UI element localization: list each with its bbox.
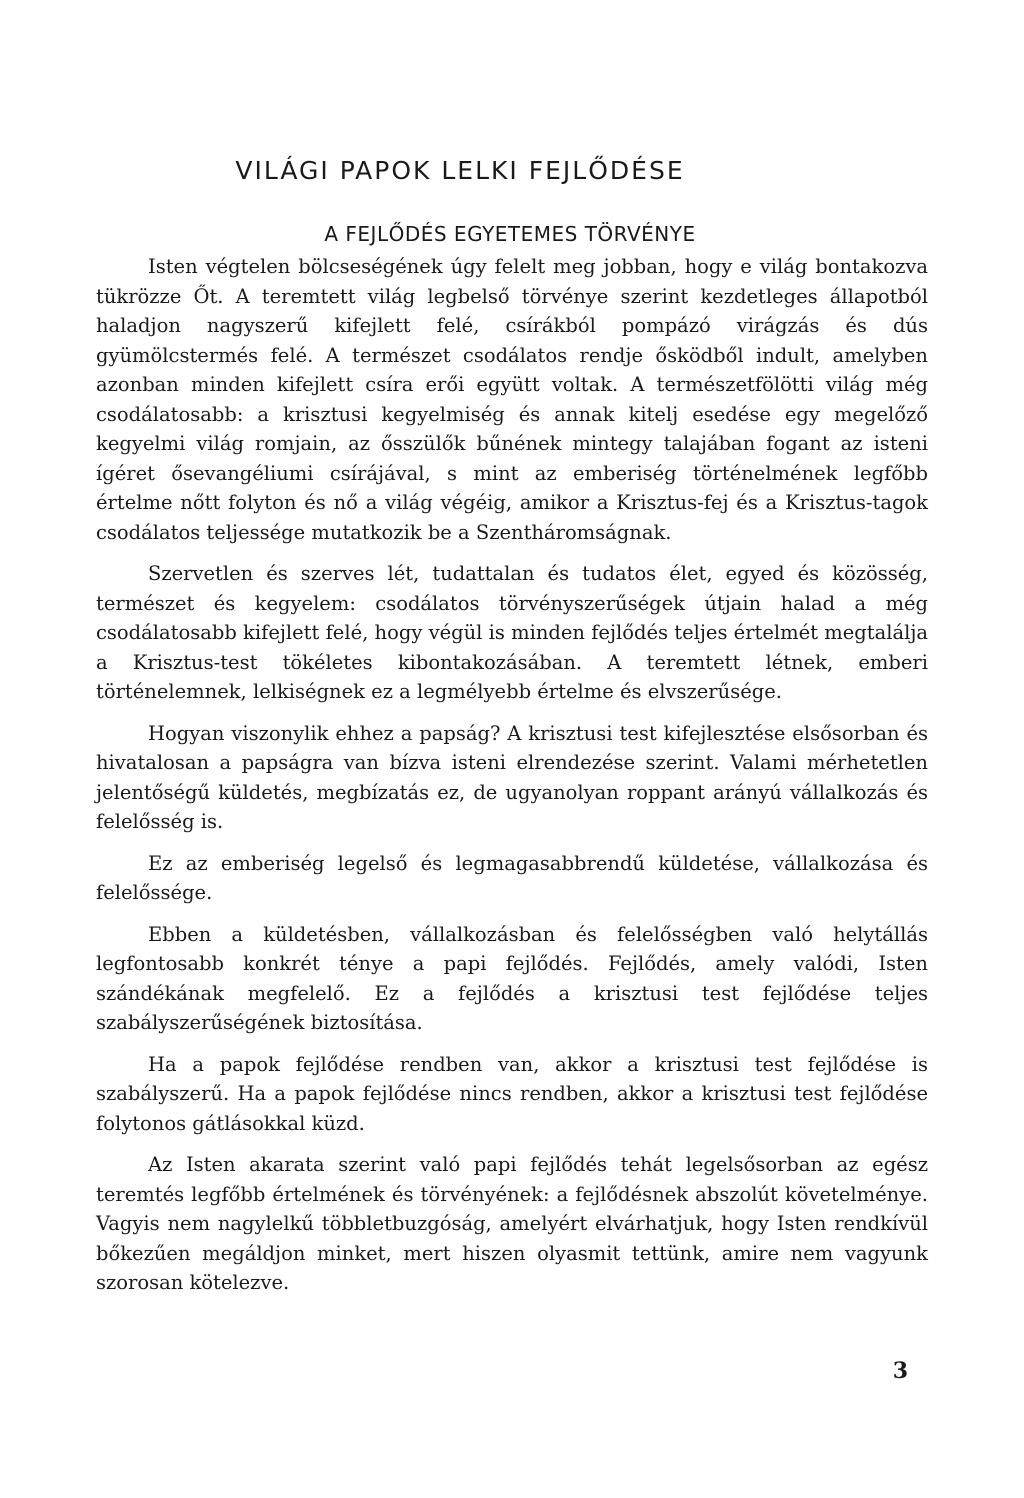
section-title: A FEJLŐDÉS EGYETEMES TÖRVÉNYE [324, 222, 696, 246]
paragraph-5: Ebben a küldetésben, vállalkozásban és felelősségben való helytállás legfontosabb konkrét ténye a papi fejlődés. Fejlődés, amely valódi, Isten szándékának megfelelő. Ez a fejlődés a krisztusi test fejlődése teljes szabályszerűségének biztosítása. [96, 922, 928, 1034]
paragraph-6: Ha a papok fejlődése rendben van, akkor a krisztusi test fejlődése is szabályszerű. Ha a papok fejlődése nincs rendben, akkor a krisztusi test fejlődése folytonos gátlásokkal küzd. [96, 1052, 928, 1135]
chapter-title: VILÁGI PAPOK LELKI FEJLŐDÉSE [235, 156, 685, 185]
paragraph-3: Hogyan viszonylik ehhez a papság? A krisztusi test kifejlesztése elsősorban és hivatalosan a papságra van bízva isteni elrendezése szerint. Valami mérhetetlen jelentőségű küldetés, megbízatás ez, de ugyanolyan roppant arányú vállalkozás és felelősség is. [96, 721, 928, 833]
paragraph-1: Isten végtelen bölcseségének úgy felelt meg jobban, hogy e világ bontakozva tükrözze Őt. A teremtett világ legbelső törvénye szerint kezdetleges állapotból haladjon nagyszerű kifejlett felé, csírákból pompázó virágzás és dús gyümölcstermés felé. A természet csodálatos rendje ősködből indult, amelyben azonban minden kifejlett csíra erői együtt voltak. A természetfölötti világ még csodálatosabb: a krisztusi kegyelmiség és annak kitelj esedése egy megelőző kegyelmi világ romjain, az ősszülők bűnének mintegy talajában fogant az isteni ígéret ősevangéliumi csírájával, s mint az emberiség történelmének legfőbb értelme nőtt folyton és nő a világ végéig, amikor a Krisztus-fej és a Krisztus-tagok csodálatos teljessége mutatkozik be a Szentháromságnak. [96, 255, 928, 544]
page-number: 3 [892, 1358, 908, 1384]
paragraph-2: Szervetlen és szerves lét, tudattalan és tudatos élet, egyed és közösség, természet és kegyelem: csodálatos törvényszerűségek útjain halad a még csodálatosabb kifejlett felé, hogy végül is minden fejlődés teljes értelmét megtalálja a Krisztus-test tökéletes kibontakozásában. A teremtett létnek, emberi történelemnek, lelkiségnek ez a legmélyebb értelme és elvszerűsége. [96, 562, 928, 703]
paragraph-4: Ez az emberiség legelső és legmagasabbrendű küldetése, vállalkozása és felelőssége. [96, 851, 928, 904]
paragraph-7: Az Isten akarata szerint való papi fejlődés tehát legelsősorban az egész teremtés legfőbb értelmének és törvényének: a fejlődésnek abszolút követelménye. Vagyis nem nagylelkű többletbuzgóság, amelyért elvárhatjuk, hogy Isten rendkívül bőkezűen megáldjon minket, mert hiszen olyasmit tettünk, amire nem vagyunk szorosan kötelezve. [96, 1153, 928, 1294]
body-text [96, 252, 928, 1310]
